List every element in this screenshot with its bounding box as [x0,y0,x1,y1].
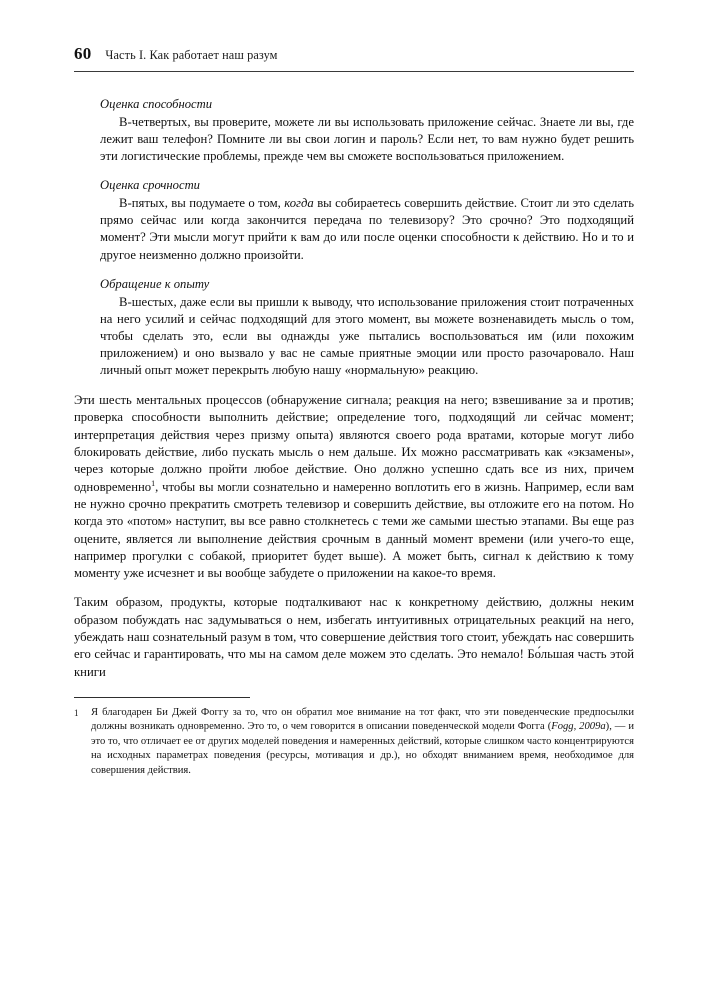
page-header [74,44,634,64]
body-paragraph-1 [74,392,634,582]
body-paragraph-2: Таким образом, продукты, которые подталкивают нас к конкретному действию, должны неким образом побуждать нас задумываться о нем, избегать интуитивных отрицательных реакций на него, убеждать наш сознательный разум в том, что совершение действия того стоит, убеждать нас совершить его сейчас и гарантировать, что мы на самом деле можем это сделать. Это немало! Бо́льшая часть этой книги [74,595,634,679]
urgency-text-pre: В-пятых, вы подумаете о том, [119,196,285,211]
section-paragraph-experience: В-шестых, даже если вы пришли к выводу, что использование приложения стоит потраченных на него усилий и сейчас подходящий для этого момент, вы можете возненавидеть мысль о том, чтобы сделать это, если вы однажды уже пытались воспользоваться им (или похожим приложением) и оно вызвало у вас не самые приятные эмоции или просто разочаровало. Наш личный опыт может перекрыть любую нашу «нормальную» реакцию. [100,294,634,378]
spacer [74,264,634,277]
header-divider [74,71,634,72]
footnote-reference: 1 [151,478,156,488]
section-paragraph-ability: В-четвертых, вы проверите, можете ли вы использовать приложение сейчас. Знаете ли вы, где лежит ваш телефон? Помните ли вы свои логин и пароль? Если нет, то вам нужно будет решить эти логистические проблемы, прежде чем вы сможете воспользоваться приложением. [100,115,634,164]
page-number: 60 [74,44,92,63]
footnote-text-pre: Я благодарен Би Джей Фоггу за то, что он обратил мое внимание на тот факт, что эти поведенческие предпосылки должны возникать одновременно. Это то, о чем говорится в описании поведенческой модели Фогга ( [91,706,634,733]
footnote-marker: 1 [74,707,79,718]
section-ability [74,97,634,165]
section-heading-urgency: Оценка срочности [100,178,200,193]
section-heading-experience: Обращение к опыту [100,276,210,291]
body-paragraph-1-post: , чтобы вы могли сознательно и намеренно воплотить его в жизнь. Например, если вам не нужно срочно прекратить смотреть телевизор и совершить действие, вы отложите его на потом. Но когда это «потом» наступит, вы все равно столкнетесь с теми же самыми шестью этапами. Вы еще раз оцените, является ли выполнение действия срочным в данный момент времени (или учего-то еще, например прогулки с собакой, приоритет будет выше). А может быть, сигнал к действию к тому моменту уже исчезнет и вы вообще забудете о приложении на какое-то время. [74,479,634,581]
urgency-text-post: вы собираетесь совершить действие. Стоит ли это сделать прямо сейчас или когда закончится передача по телевизору? Это срочно? Это подходящий момент? Эти мысли могут прийти к вам до или после оценки способности к действию. Но и то и другое неизменно должно произойти. [100,196,635,262]
section-paragraph-urgency [100,195,634,263]
footnote-citation: Fogg, 2009a [551,721,606,733]
footnote-divider [74,697,250,698]
section-experience [74,277,634,379]
spacer [74,165,634,178]
footnote-text [91,706,634,778]
spacer [74,379,634,392]
urgency-emphasis: когда [284,196,314,211]
section-urgency [74,178,634,263]
running-head: Часть I. Как работает наш разум [105,48,278,62]
section-heading-ability: Оценка способности [100,97,213,111]
footnote-text-post: ), — и это то, что отличает ее от других моделей поведения и намеренных действий, которые слишком часто концентрируются на исходных параметрах поведения (ресурсы, мотивация и др.), но обходят вниманием время, необходимое для совершения действия. [91,721,634,776]
page-content [74,44,634,778]
footnote [74,706,634,778]
body-paragraph-1-pre: Эти шесть ментальных процессов (обнаружение сигнала; реакция на него; взвешивание за и против; проверка способности выполнить действие; определение того, подходящий ли сейчас момент; интерпретация действия через призму опыта) являются своего рода вратами, которые могут либо блокировать действие, либо пускать мысль о нем дальше. Их можно рассматривать как «экзамены», через которые должно пройти любое действие. Оно должно успешно сдать все из них, причем одновременно [74,393,634,494]
body-block [74,97,634,778]
